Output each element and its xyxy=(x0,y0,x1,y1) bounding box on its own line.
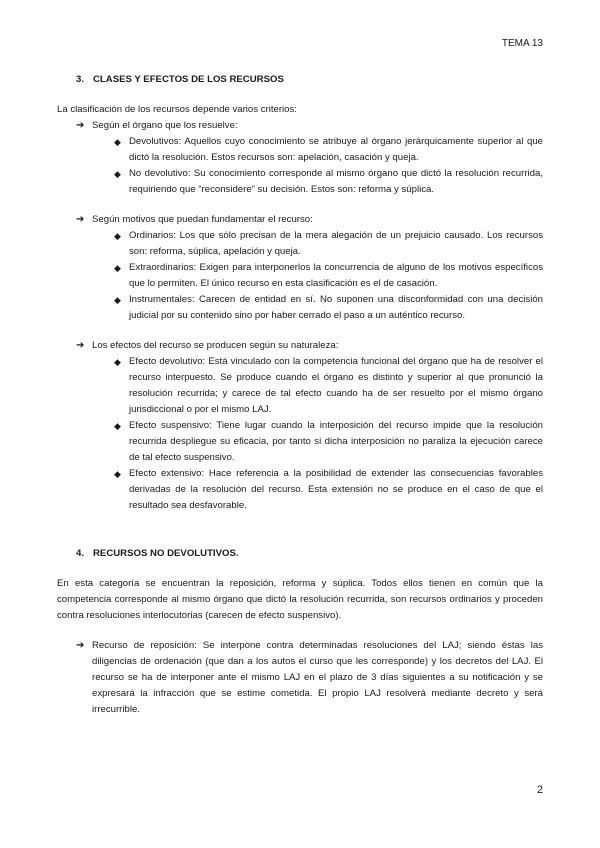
page-number: 2 xyxy=(536,784,543,796)
list-item xyxy=(57,134,543,166)
list-item xyxy=(57,418,543,466)
criterion-motivos xyxy=(57,212,543,228)
diamond-bullet-icon: ◆ xyxy=(114,169,121,179)
list-item-text: Efecto devolutivo: Está vinculado con la competencia funcional del órgano que ha de resolver el recurso interpuesto. Se produce cuando el órgano es distinto y superior al que pronunció la resolución recurrida; y carece de tal efecto cuando ha de ser resuelto por el mismo órgano jurisdiccional o por el mismo LAJ. xyxy=(129,356,543,415)
list-item-text: Ordinarios: Los que sólo precisan de la mera alegación de un prejuicio causado. Los recursos son: reforma, súplica, apelación y queja. xyxy=(129,230,543,257)
list-item-text: Devolutivos: Aquellos cuyo conocimiento se atribuye al órgano jerárquicamente superior al que dictó la resolución. Estos recursos son: apelación, casación y queja. xyxy=(129,136,543,163)
list-item xyxy=(57,466,543,514)
criterion-heading: Según el órgano que los resuelve: xyxy=(92,120,238,131)
diamond-bullet-icon: ◆ xyxy=(114,231,121,241)
diamond-bullet-icon: ◆ xyxy=(114,421,121,431)
list-item-reposicion xyxy=(57,638,543,718)
criterion-heading: Según motivos que puedan fundamentar el recurso: xyxy=(92,214,313,225)
page-header-topic: TEMA 13 xyxy=(501,38,543,49)
section-3-heading xyxy=(57,72,543,88)
list-item xyxy=(57,292,543,324)
section-3-title: CLASES Y EFECTOS DE LOS RECURSOS xyxy=(93,74,284,85)
list-item-text: Efecto extensivo: Hace referencia a la posibilidad de extender las consecuencias favorables derivadas de la resolución del recurso. Esta extensión no se produce en el caso de que el resultado sea desfavorable. xyxy=(129,468,543,511)
diamond-bullet-icon: ◆ xyxy=(114,357,121,367)
list-item-text: Efecto suspensivo: Tiene lugar cuando la interposición del recurso impide que la resolución recurrida despliegue su eficacia, por tanto si dicha interposición no paraliza la ejecución carece de tal efecto suspensivo. xyxy=(129,420,543,463)
list-item-text: Extraordinarios: Exigen para interponerlos la concurrencia de alguno de los motivos específicos que lo permiten. El único recurso en esta clasificación es el de casación. xyxy=(129,262,543,289)
criterion-efectos xyxy=(57,338,543,354)
diamond-bullet-icon: ◆ xyxy=(114,295,121,305)
diamond-bullet-icon: ◆ xyxy=(114,263,121,273)
section-3-intro: La clasificación de los recursos depende varios criterios: xyxy=(57,104,297,115)
list-item-text: Instrumentales: Carecen de entidad en sí. No suponen una disconformidad con una decisión judicial por su contenido sino por haber cerrado el paso a un auténtico recurso. xyxy=(129,294,543,321)
arrow-bullet-icon: ➔ xyxy=(76,640,85,651)
section-4-intro: En esta categoría se encuentran la reposición, reforma y súplica. Todos ellos tienen en común que la competencia corresponde al mismo órgano que dictó la resolución recurrida, son recursos ordinarios y proceden contra resoluciones interlocutorias (carecen de efecto suspensivo). xyxy=(57,578,543,621)
section-4-number: 4. xyxy=(76,548,85,559)
section-3-number: 3. xyxy=(76,74,85,85)
list-item xyxy=(57,354,543,418)
arrow-bullet-icon: ➔ xyxy=(76,120,85,131)
criterion-organo xyxy=(57,118,543,134)
document-body xyxy=(57,72,543,718)
section-4-heading xyxy=(57,546,543,562)
arrow-bullet-icon: ➔ xyxy=(76,340,85,351)
diamond-bullet-icon: ◆ xyxy=(114,137,121,147)
diamond-bullet-icon: ◆ xyxy=(114,469,121,479)
list-item-text: Recurso de reposición: Se interpone contra determinadas resoluciones del LAJ; siendo éstas las diligencias de ordenación (que dan a los autos el curso que les corresponde) y los decretos del LAJ. El recurso se ha de interponer ante el mismo LAJ en el plazo de 3 días siguientes a su notificación y se expresará la infracción que se estime cometida. El propio LAJ resolverá mediante decreto y será irrecurrible. xyxy=(92,640,543,715)
arrow-bullet-icon: ➔ xyxy=(76,214,85,225)
list-item-text: No devolutivo: Su conocimiento corresponde al mismo órgano que dictó la resolución recurrida, requiriendo que “reconsidere” su decisión. Estos son: reforma y súplica. xyxy=(129,168,543,195)
section-4-title: RECURSOS NO DEVOLUTIVOS. xyxy=(93,548,239,559)
list-item xyxy=(57,228,543,260)
list-item xyxy=(57,166,543,198)
list-item xyxy=(57,260,543,292)
criterion-heading: Los efectos del recurso se producen según su naturaleza: xyxy=(92,340,339,351)
